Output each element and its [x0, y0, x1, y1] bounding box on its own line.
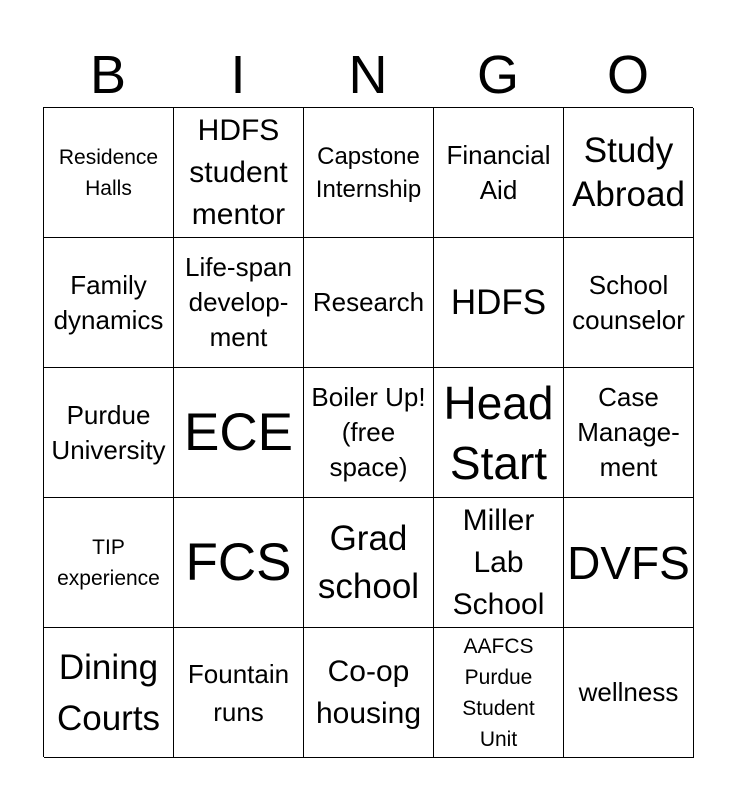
header-letter-n: N	[348, 45, 388, 105]
cell-label: Residence Halls	[58, 145, 159, 200]
cell-label: Financial Aid	[446, 139, 551, 205]
cell-label: Head Start	[443, 376, 554, 489]
bingo-cell[interactable]	[44, 498, 174, 628]
bingo-cell[interactable]	[174, 498, 304, 628]
bingo-cell[interactable]	[564, 108, 694, 238]
bingo-cell[interactable]	[44, 238, 174, 368]
bingo-cell[interactable]	[304, 238, 434, 368]
bingo-cell[interactable]	[434, 108, 564, 238]
cell-label: Dining Courts	[56, 647, 161, 738]
cell-label: Capstone Internship	[315, 142, 422, 203]
header-letter-b: B	[89, 45, 127, 105]
cell-label: Life-span develop- ment	[185, 252, 292, 352]
bingo-cell[interactable]	[434, 628, 564, 758]
bingo-cell[interactable]	[44, 628, 174, 758]
bingo-cell[interactable]	[434, 238, 564, 368]
header-letter-o: O	[606, 45, 649, 105]
cell-label: Research	[312, 287, 425, 317]
bingo-cell[interactable]	[174, 368, 304, 498]
header-letter-i: I	[230, 45, 246, 105]
bingo-cell[interactable]	[174, 108, 304, 238]
cell-label: Case Manage- ment	[577, 382, 680, 482]
bingo-cell[interactable]	[564, 498, 694, 628]
cell-label: TIP experience	[57, 535, 160, 590]
cell-label: Co-op housing	[315, 654, 422, 730]
bingo-cell[interactable]	[304, 108, 434, 238]
bingo-cell[interactable]	[44, 368, 174, 498]
bingo-cell[interactable]	[304, 498, 434, 628]
cell-label: wellness	[578, 677, 679, 707]
free-space-label: Boiler Up! (free space)	[311, 382, 426, 482]
cell-label: Fountain runs	[187, 658, 290, 727]
bingo-cell[interactable]	[434, 368, 564, 498]
cell-label: School counselor	[572, 269, 685, 335]
bingo-cell[interactable]	[174, 238, 304, 368]
cell-label: Miller Lab School	[452, 503, 545, 621]
bingo-cell[interactable]	[564, 238, 694, 368]
bingo-header	[43, 40, 693, 108]
cell-label: FCS	[185, 532, 292, 592]
bingo-board	[43, 107, 693, 757]
bingo-cell[interactable]	[564, 368, 694, 498]
bingo-cell[interactable]	[44, 108, 174, 238]
free-space-cell[interactable]	[304, 368, 434, 498]
cell-label: ECE	[184, 402, 293, 462]
cell-label: Study Abroad	[572, 130, 685, 214]
cell-label: HDFS student mentor	[189, 113, 288, 231]
cell-label: HDFS	[450, 283, 547, 322]
bingo-cell[interactable]	[304, 628, 434, 758]
header-letter-g: G	[476, 45, 519, 105]
cell-label: DVFS	[567, 536, 690, 589]
cell-label: Family dynamics	[53, 269, 164, 335]
bingo-cell[interactable]	[174, 628, 304, 758]
cell-label: Purdue University	[51, 399, 166, 465]
bingo-cell[interactable]	[564, 628, 694, 758]
bingo-cell[interactable]	[434, 498, 564, 628]
cell-label: Grad school	[317, 518, 420, 606]
cell-label: AAFCS Purdue Student Unit	[462, 634, 535, 751]
